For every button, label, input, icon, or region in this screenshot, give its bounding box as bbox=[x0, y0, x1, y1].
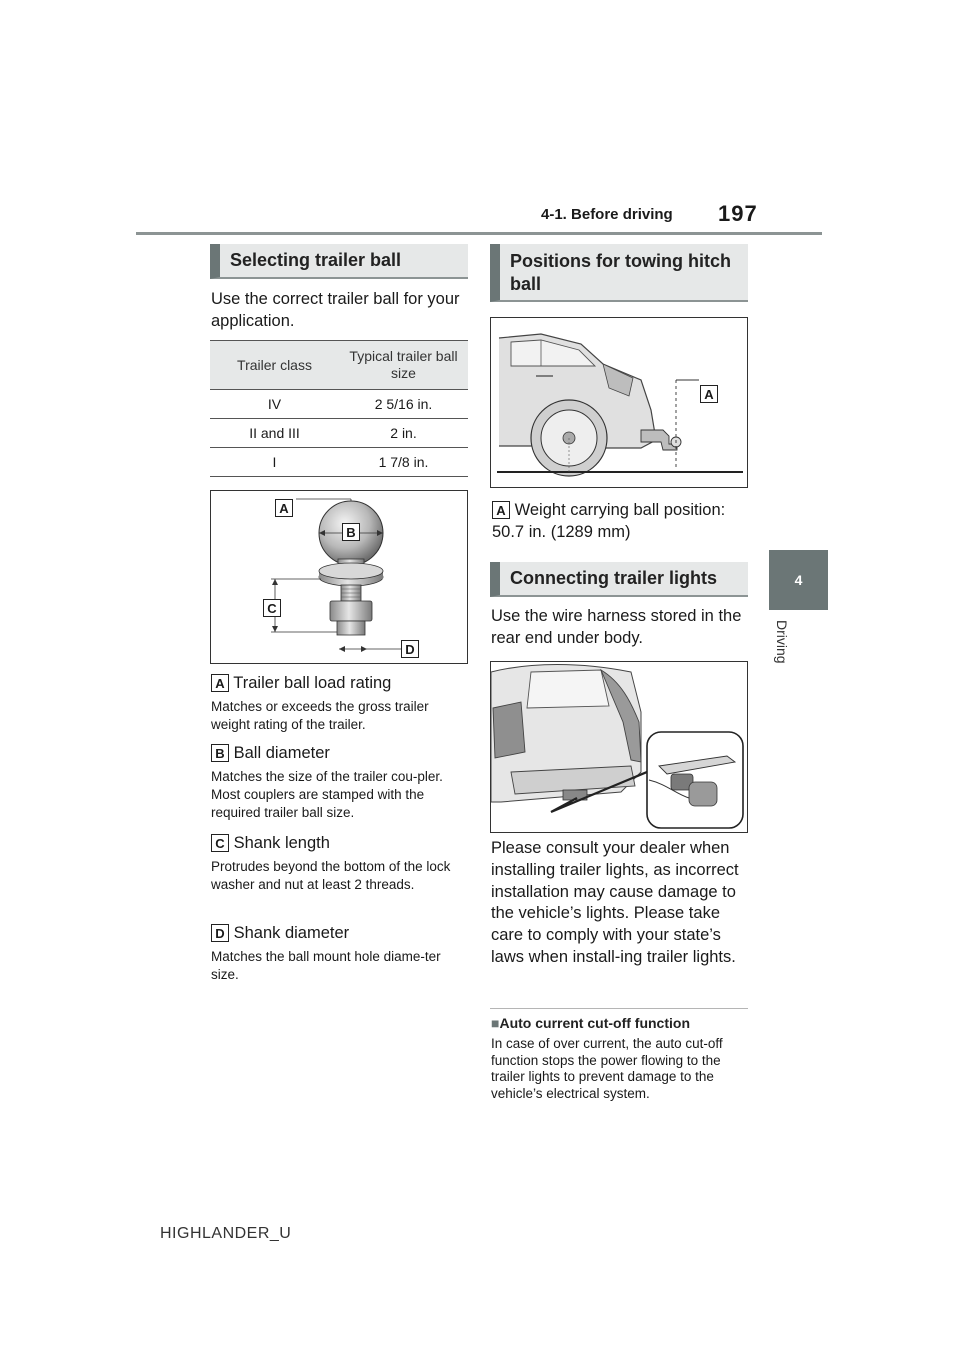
item-a bbox=[211, 672, 471, 734]
table-cell: II and III bbox=[210, 419, 339, 448]
note-text: In case of over current, the auto cut-off function stops the power flowing to the trailer lights to prevent damage to the vehicle’s electrical system. bbox=[491, 1036, 723, 1101]
item-desc: Matches the size of the trailer cou-pler. Most couplers are stamped with the required trailer ball size. bbox=[211, 769, 443, 820]
item-b bbox=[211, 742, 471, 822]
note-heading bbox=[491, 1015, 751, 1031]
positions-heading: Positions for towing hitch ball bbox=[490, 244, 748, 302]
chapter-tab: 4 bbox=[769, 550, 828, 610]
item-c bbox=[211, 832, 471, 894]
chapter-title: Driving bbox=[774, 620, 790, 664]
figure-label-a: A bbox=[275, 499, 293, 517]
item-tag: A bbox=[211, 674, 229, 692]
selecting-intro: Use the correct trailer ball for your application. bbox=[211, 290, 460, 330]
trailer-ball-table bbox=[210, 340, 468, 477]
header-divider bbox=[136, 232, 822, 235]
trailer-ball-figure bbox=[210, 490, 468, 664]
weight-text: Weight carrying ball position: 50.7 in. (1289 mm) bbox=[492, 501, 726, 541]
wire-harness-figure bbox=[490, 661, 748, 833]
weight-tag: A bbox=[492, 501, 510, 519]
page-number: 197 bbox=[718, 201, 758, 226]
note-divider bbox=[490, 1008, 748, 1009]
item-tag: D bbox=[211, 924, 229, 942]
trailer-ball-illustration bbox=[211, 491, 467, 663]
item-title: Ball diameter bbox=[233, 744, 330, 762]
figure-label-a: A bbox=[700, 385, 718, 403]
item-d bbox=[211, 922, 471, 984]
table-row bbox=[210, 448, 468, 477]
item-tag: B bbox=[211, 744, 229, 762]
item-desc: Protrudes beyond the bottom of the lock washer and nut at least 2 threads. bbox=[211, 859, 451, 892]
item-tag: C bbox=[211, 834, 229, 852]
table-cell: 2 in. bbox=[339, 419, 468, 448]
note-marker: ■ bbox=[491, 1015, 500, 1031]
figure-label-b: B bbox=[342, 523, 360, 541]
table-row bbox=[210, 390, 468, 419]
table-cell: IV bbox=[210, 390, 339, 419]
table-cell: I bbox=[210, 448, 339, 477]
table-cell: 2 5/16 in. bbox=[339, 390, 468, 419]
figure-label-c: C bbox=[263, 599, 281, 617]
table-header-cell: Trailer class bbox=[210, 341, 339, 390]
selecting-trailer-ball-heading: Selecting trailer ball bbox=[210, 244, 468, 279]
item-desc: Matches or exceeds the gross trailer weight rating of the trailer. bbox=[211, 699, 429, 732]
table-header-cell: Typical trailer ball size bbox=[339, 341, 468, 390]
table-row bbox=[210, 419, 468, 448]
vehicle-rear-figure bbox=[490, 317, 748, 488]
table-header-row bbox=[210, 341, 468, 390]
connecting-lights-heading: Connecting trailer lights bbox=[490, 562, 748, 597]
item-title: Trailer ball load rating bbox=[233, 674, 392, 692]
item-title: Shank diameter bbox=[233, 924, 350, 942]
harness-text: Use the wire harness stored in the rear end under body. bbox=[491, 607, 742, 647]
note-title: Auto current cut-off function bbox=[499, 1015, 690, 1031]
model-code: HIGHLANDER_U bbox=[160, 1225, 292, 1242]
section-header: 4-1. Before driving bbox=[541, 206, 673, 223]
item-title: Shank length bbox=[233, 834, 330, 852]
consult-text: Please consult your dealer when installing trailer lights, as incorrect installation may cause damage to the vehicle’s lights. Please take care to comply with your state’s laws when install-ing trailer lights. bbox=[491, 839, 739, 966]
chapter-title-vertical bbox=[770, 620, 792, 680]
weight-position bbox=[492, 499, 750, 543]
figure-label-d: D bbox=[401, 640, 419, 658]
wire-harness-illustration bbox=[491, 662, 747, 832]
table-cell: 1 7/8 in. bbox=[339, 448, 468, 477]
item-desc: Matches the ball mount hole diame-ter size. bbox=[211, 949, 441, 982]
